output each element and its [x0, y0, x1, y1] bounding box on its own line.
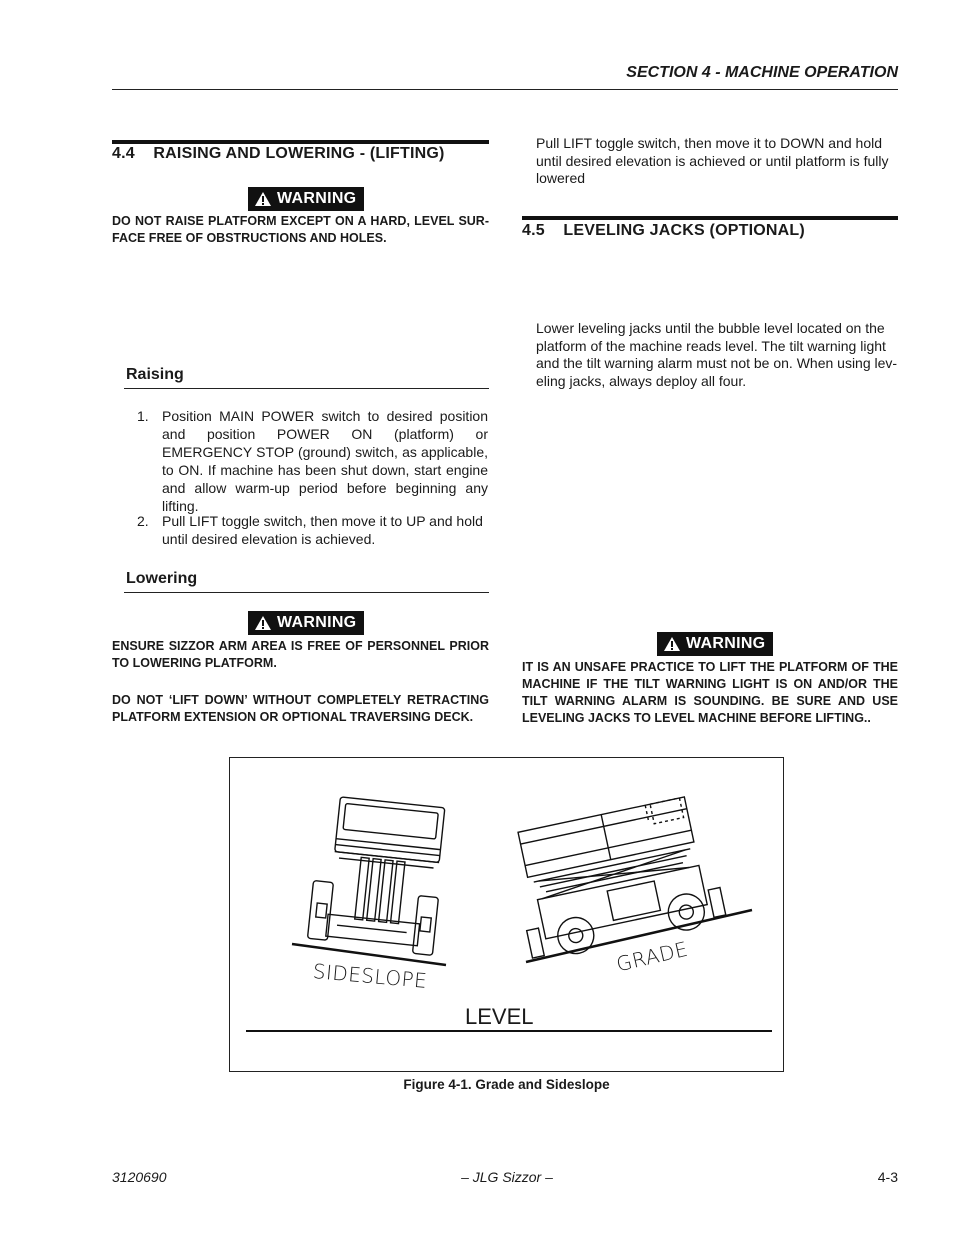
footer-page-number: 4-3 — [877, 1169, 898, 1185]
warning-badge-1 — [248, 187, 364, 211]
raising-rule — [124, 388, 489, 389]
raising-heading: Raising — [126, 366, 184, 383]
warning-badge-2 — [248, 611, 364, 635]
footer-doc-number: 3120690 — [112, 1169, 167, 1185]
header-rule — [112, 89, 898, 90]
list-item: Position MAIN POWER switch to desired position and position POWER ON (platform) or EMERGENCY STOP (ground) switch, as applicable, to ON. If machine has been shut down, start engine and allow warm-up period before beginning any lifting. — [162, 408, 488, 514]
lowering-heading: Lowering — [126, 570, 198, 587]
list-number: 1. — [137, 408, 149, 424]
level-label: LEVEL — [465, 1004, 534, 1029]
warning-label: WARNING — [686, 635, 766, 652]
warning-triangle-icon — [663, 636, 681, 652]
warning-text-1: DO NOT RAISE PLATFORM EXCEPT ON A HARD, LEVEL SUR-FACE FREE OF OBSTRUCTIONS AND HOLES. — [112, 214, 489, 245]
sideslope-machine-drawing — [307, 795, 448, 955]
section-4-4-bar — [112, 140, 489, 144]
list-item: Pull LIFT toggle switch, then move it to UP and hold until desired elevation is achieved. — [162, 513, 483, 547]
section-4-5-bar — [522, 216, 898, 220]
warning-badge-3 — [657, 632, 773, 656]
warning-triangle-icon — [254, 191, 272, 207]
grade-label: GRADE — [614, 936, 691, 977]
lowering-step-text: Pull LIFT toggle switch, then move it to DOWN and hold until desired elevation is achieved or until platform is fully lowered — [536, 135, 889, 186]
list-number: 2. — [137, 513, 149, 529]
lowering-rule — [124, 592, 489, 593]
warning-text-3: IT IS AN UNSAFE PRACTICE TO LIFT THE PLATFORM OF THE MACHINE IF THE TILT WARNING LIGHT IS ON AND/OR THE TILT WARNING ALARM IS SOUNDING. BE SURE AND USE LEVELING JACKS TO LEVEL MACHINE BEFORE LIFTING.. — [522, 660, 898, 725]
grade-machine-drawing — [506, 794, 727, 963]
sideslope-label: SIDESLOPE — [311, 959, 429, 993]
warning-text-2a: ENSURE SIZZOR ARM AREA IS FREE OF PERSONNEL PRIOR TO LOWERING PLATFORM. — [112, 639, 489, 670]
footer-title: – JLG Sizzor – — [461, 1169, 553, 1185]
warning-label: WARNING — [277, 614, 357, 631]
section-4-4-heading: 4.4 RAISING AND LOWERING - (LIFTING) — [112, 145, 445, 162]
section-4-5-heading: 4.5 LEVELING JACKS (OPTIONAL) — [522, 222, 805, 239]
warning-triangle-icon — [254, 615, 272, 631]
warning-text-2b: DO NOT ‘LIFT DOWN’ WITHOUT COMPLETELY RETRACTING PLATFORM EXTENSION OR OPTIONAL TRAVERSING DECK. — [112, 693, 489, 724]
section-header: SECTION 4 - MACHINE OPERATION — [626, 64, 898, 81]
figure-frame — [229, 757, 784, 1072]
figure-caption: Figure 4-1. Grade and Sideslope — [403, 1077, 610, 1092]
warning-label: WARNING — [277, 190, 357, 207]
leveling-paragraph: Lower leveling jacks until the bubble level located on the platform of the machine reads level. The tilt warning light and the tilt warning alarm must not be on. When using lev-eling jacks, always deploy all four. — [536, 320, 898, 389]
